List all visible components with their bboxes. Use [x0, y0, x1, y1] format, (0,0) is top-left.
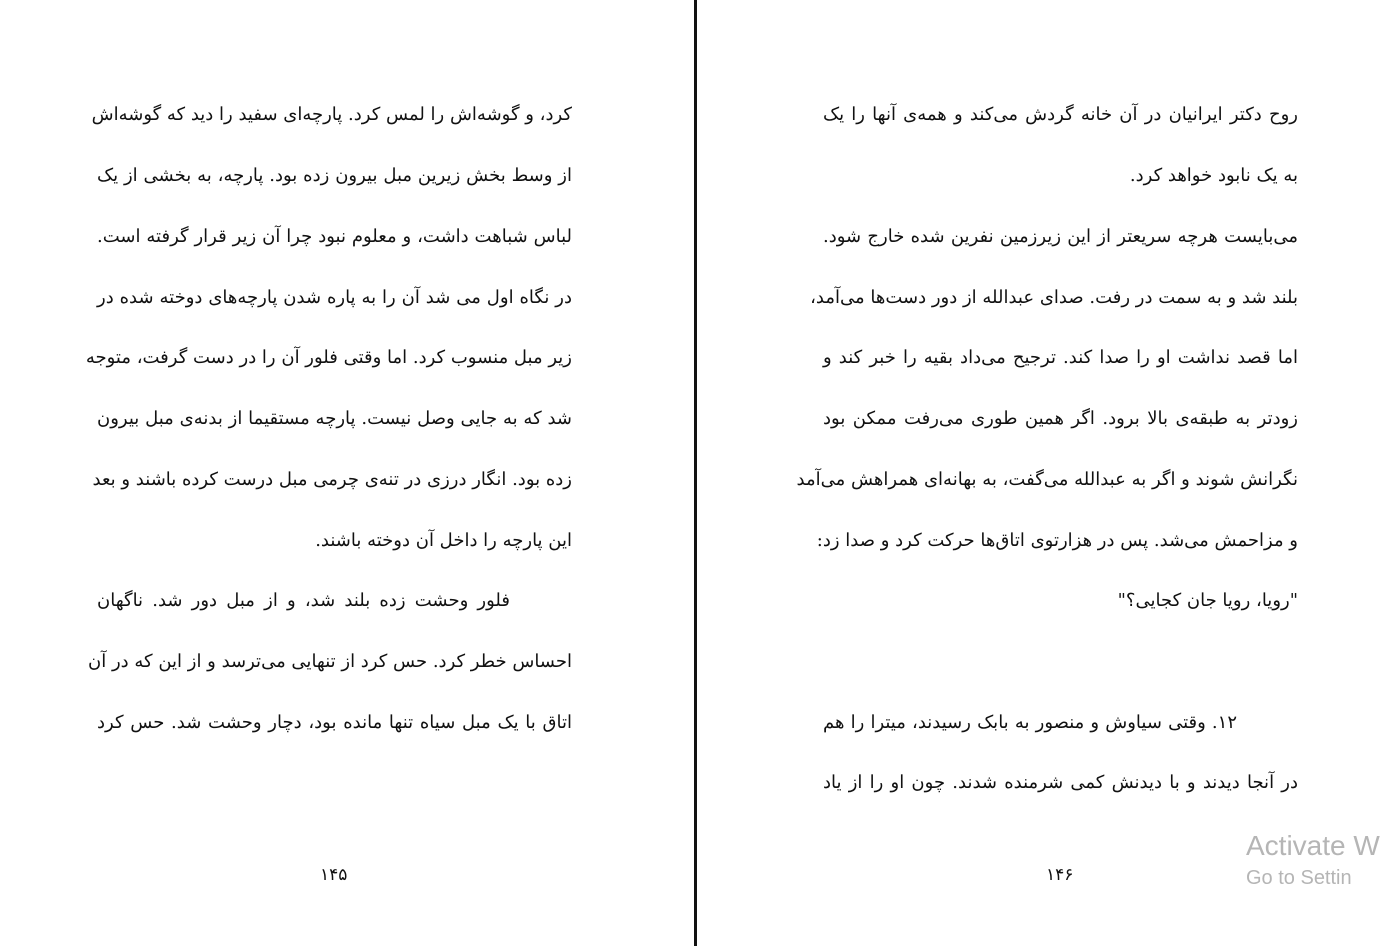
page-number: ۱۴۵: [320, 865, 348, 885]
right-page: [698, 0, 1362, 946]
text-line: این پارچه را داخل آن دوخته باشند.: [315, 530, 572, 551]
watermark-subtitle: Go to Settin: [1246, 867, 1352, 889]
text-line: روح دکتر ایرانیان در آن خانه گردش می‌کند و همه‌ی آنها را یک: [823, 104, 1298, 125]
text-line: می‌بایست هرچه سریعتر از این زیرزمین نفرین شده خارج شود.: [823, 226, 1298, 247]
text-line: اما قصد نداشت او را صدا کند. ترجیح می‌داد بقیه را خبر کند و: [823, 347, 1298, 368]
text-line: احساس خطر کرد. حس کرد از تنهایی می‌ترسد و از این که در آن: [88, 651, 572, 672]
text-line: لباس شباهت داشت، و معلوم نبود چرا آن زیر قرار گرفته است.: [97, 226, 572, 247]
text-line: زده بود. انگار درزی در تنه‌ی چرمی مبل درست کرده باشند و بعد: [92, 469, 572, 490]
text-line-indented: فلور وحشت زده بلند شد، و از مبل دور شد. ناگهان: [97, 590, 510, 611]
text-line: "رویا، رویا جان کجایی؟": [1117, 590, 1298, 611]
text-line: شد که به جایی وصل نیست. پارچه مستقیما از بدنه‌ی مبل بیرون: [97, 408, 572, 429]
text-line-indented: ۱۲. وقتی سیاوش و منصور به بابک رسیدند، میترا را هم: [823, 712, 1237, 733]
text-line: زیر مبل منسوب کرد. اما وقتی فلور آن را در دست گرفت، متوجه: [85, 347, 572, 368]
text-line: در آنجا دیدند و با دیدنش کمی شرمنده شدند. چون او را از یاد: [823, 772, 1298, 793]
text-line: و مزاحمش می‌شد. پس در هزارتوی اتاق‌ها حرکت کرد و صدا زد:: [816, 530, 1298, 551]
text-line: از وسط بخش زیرین مبل بیرون زده بود. پارچه، به بخشی از یک: [97, 165, 572, 186]
text-line: در نگاه اول می شد آن را به پاره شدن پارچه‌های دوخته شده در: [97, 287, 572, 308]
book-spine-divider: [694, 0, 697, 946]
text-line: اتاق با یک مبل سیاه تنها مانده بود، دچار وحشت شد. حس کرد: [97, 712, 572, 733]
text-line: به یک نابود خواهد کرد.: [1129, 165, 1298, 186]
watermark-title: Activate W: [1246, 830, 1380, 861]
text-line: نگرانش شوند و اگر به عبدالله می‌گفت، به بهانه‌ای همراهش می‌آمد: [796, 469, 1298, 490]
page-number: ۱۴۶: [1046, 865, 1074, 885]
text-line: بلند شد و به سمت در رفت. صدای عبدالله از دور دست‌ها می‌آمد،: [810, 287, 1298, 308]
text-line: کرد، و گوشه‌اش را لمس کرد. پارچه‌ای سفید را دید که گوشه‌اش: [91, 104, 572, 125]
text-line: زودتر به طبقه‌ی بالا برود. اگر همین طوری می‌رفت ممکن بود: [823, 408, 1298, 429]
activation-watermark: [1246, 828, 1380, 892]
